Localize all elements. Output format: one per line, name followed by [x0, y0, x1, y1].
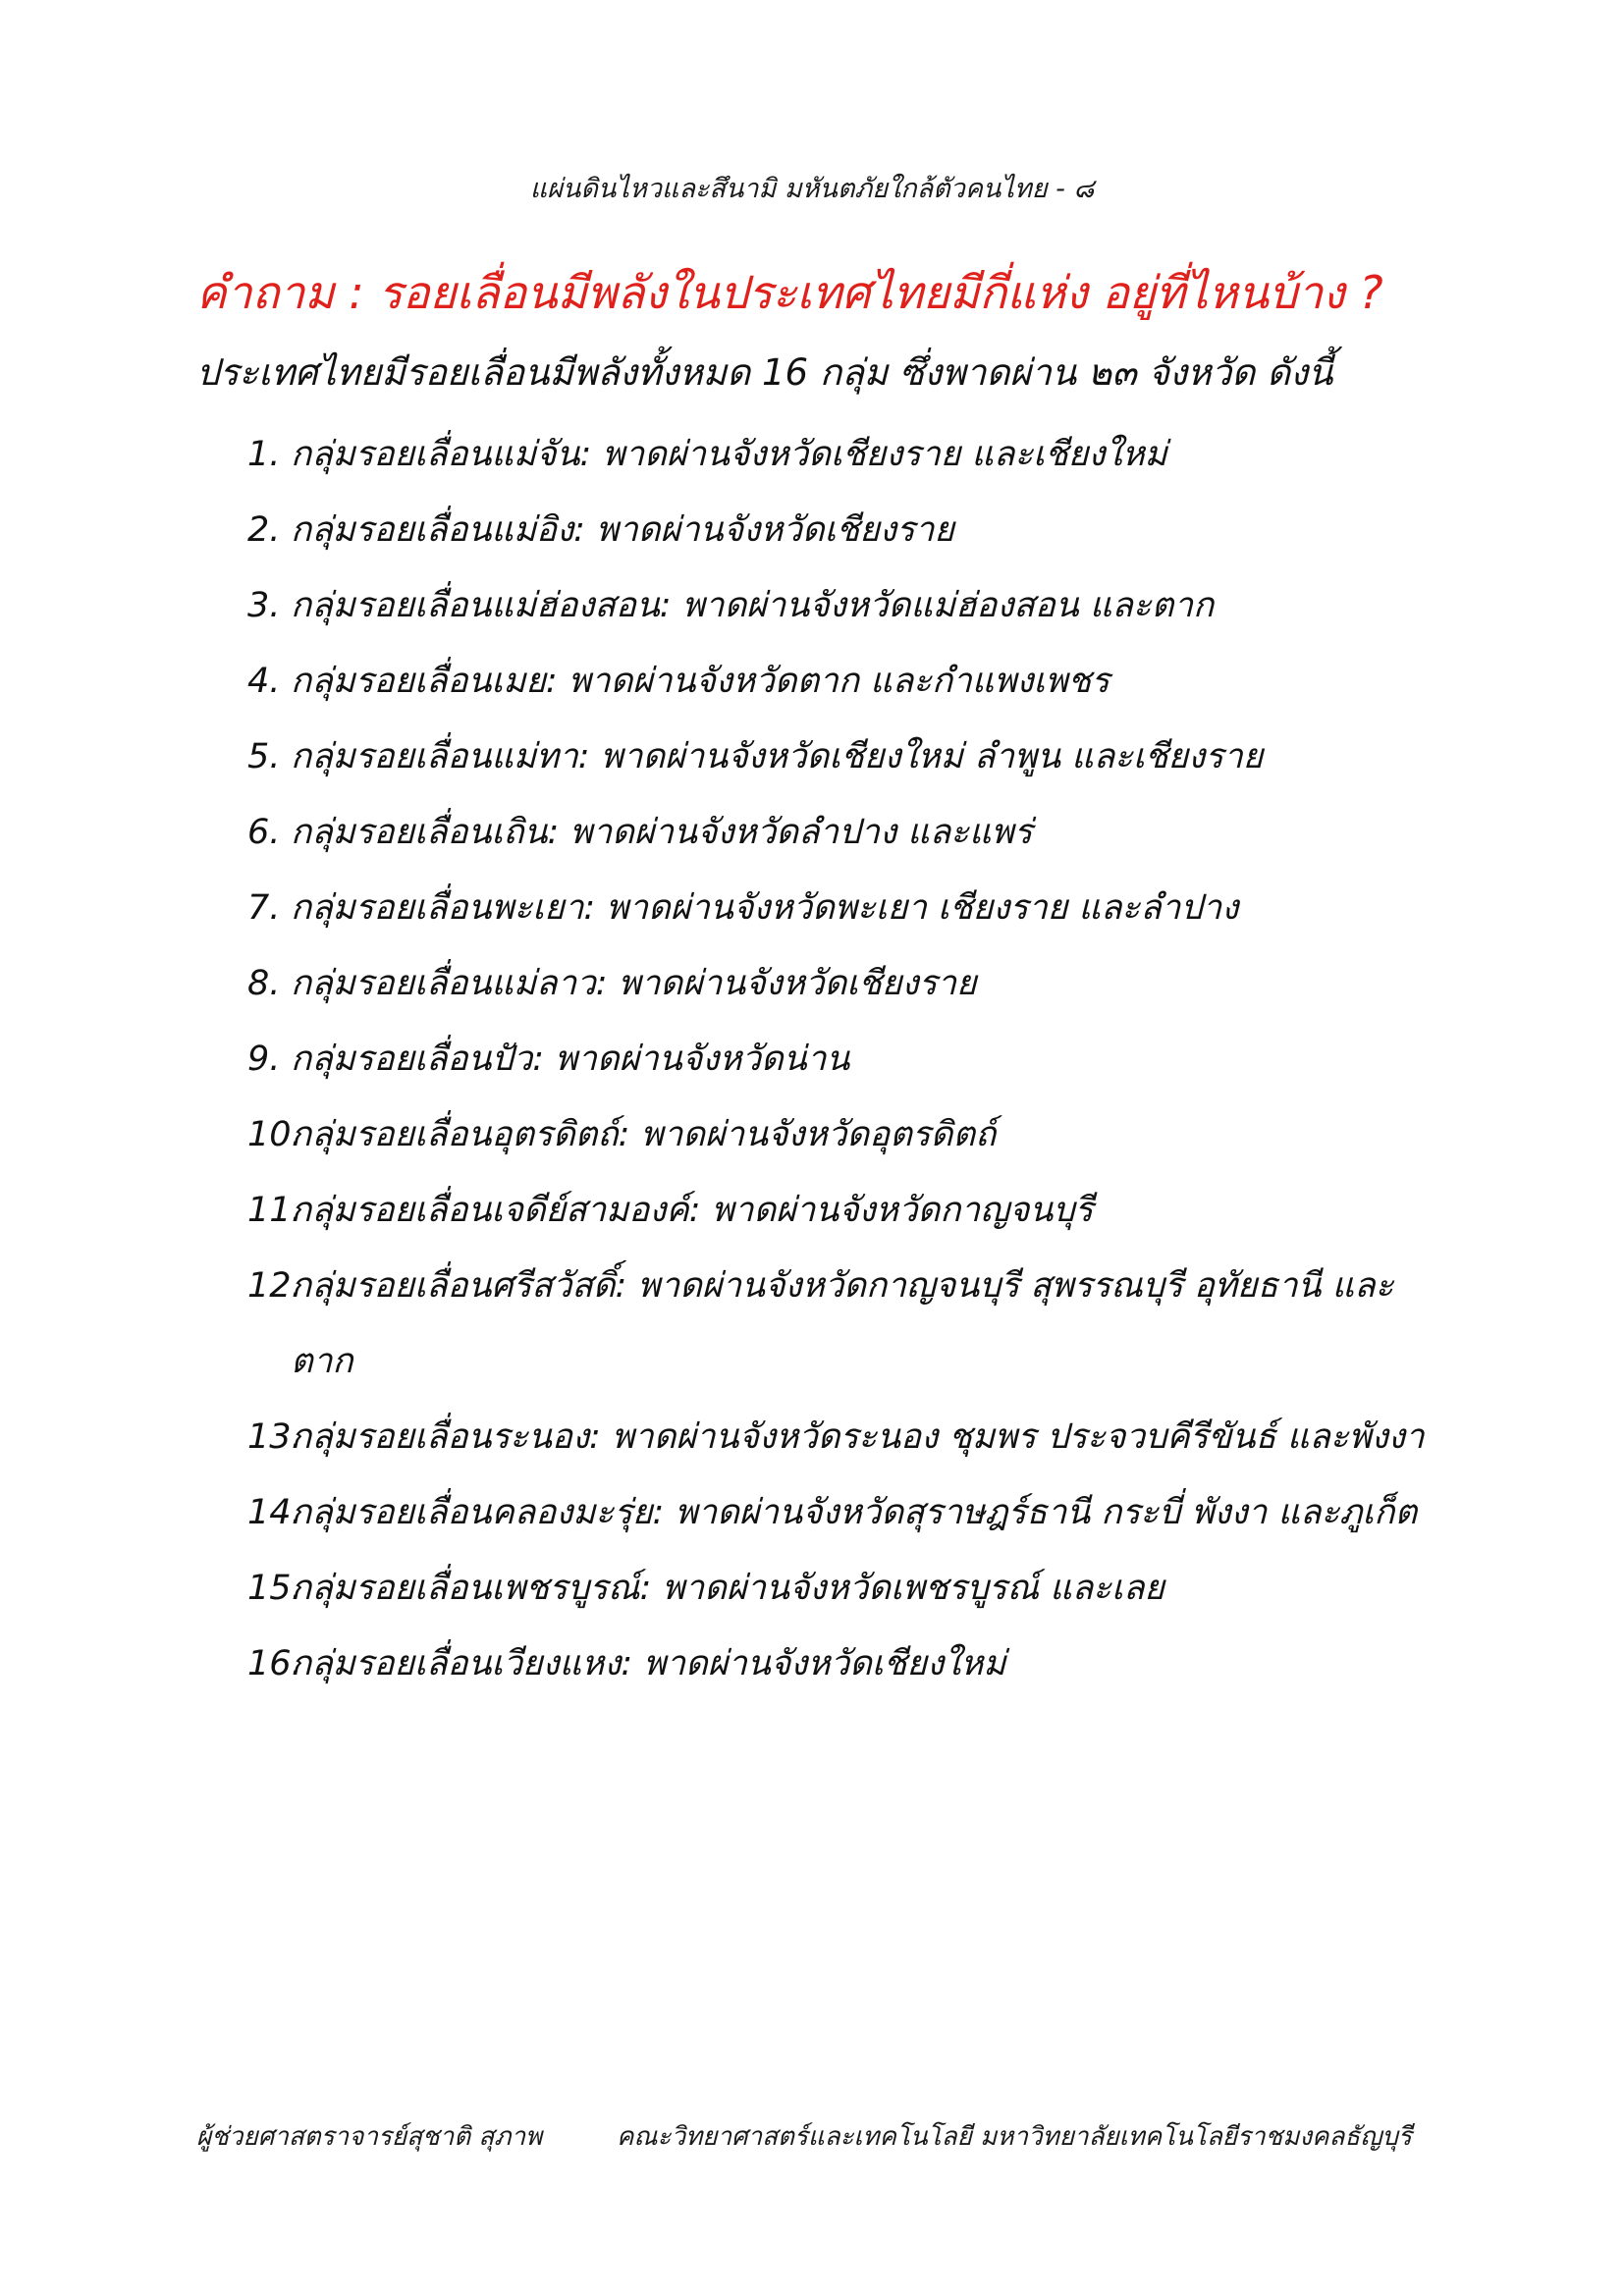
- item-number: 8.: [247, 964, 281, 1003]
- item-number: 11.: [247, 1191, 302, 1230]
- item-number: 16.: [247, 1644, 302, 1683]
- list-item: [247, 1627, 1445, 1702]
- list-item: [247, 417, 1445, 493]
- item-number: 6.: [247, 813, 281, 852]
- item-number: 5.: [247, 737, 281, 776]
- list-item: [247, 720, 1445, 795]
- footer-author: ผู้ช่วยศาสตราจารย์สุชาติ สุภาพ: [196, 2122, 543, 2152]
- item-number: 10.: [247, 1115, 302, 1154]
- list-item: [247, 946, 1445, 1022]
- item-number: 4.: [247, 662, 281, 701]
- item-text: กลุ่มรอยเลื่อนแม่ทา: พาดผ่านจังหวัดเชียงใหม่ ลำพูน และเชียงราย: [291, 737, 1264, 776]
- item-text: กลุ่มรอยเลื่อนเวียงแหง: พาดผ่านจังหวัดเชียงใหม่: [291, 1644, 1006, 1683]
- list-item: [247, 1400, 1445, 1475]
- list-item: [247, 1475, 1445, 1551]
- item-number: 9.: [247, 1040, 281, 1079]
- item-number: 14.: [247, 1493, 302, 1532]
- footer-affiliation: คณะวิทยาศาสตร์และเทคโนโลยี มหาวิทยาลัยเทคโนโลยีราชมงคลธัญบุรี: [617, 2122, 1412, 2152]
- item-number: 12.: [247, 1266, 302, 1306]
- list-item: [247, 1249, 1445, 1400]
- list-item: [247, 795, 1445, 871]
- item-text: กลุ่มรอยเลื่อนเจดีย์สามองค์: พาดผ่านจังหวัดกาญจนบุรี: [291, 1191, 1094, 1230]
- list-item: [247, 644, 1445, 720]
- running-header: แผ่นดินไหวและสึนามิ มหันตภัยใกล้ตัวคนไทย - ๘: [529, 174, 1095, 204]
- fault-group-list: [247, 417, 1445, 1702]
- item-text: กลุ่มรอยเลื่อนคลองมะรุ่ย: พาดผ่านจังหวัดสุราษฎร์ธานี กระบี่ พังงา และภูเก็ต: [291, 1493, 1418, 1532]
- question-heading: คำถาม : รอยเลื่อนมีพลังในประเทศไทยมีกี่แห่ง อยู่ที่ไหนบ้าง ?: [196, 266, 1383, 319]
- list-item: [247, 568, 1445, 644]
- intro-paragraph: ประเทศไทยมีรอยเลื่อนมีพลังทั้งหมด 16 กลุ่ม ซึ่งพาดผ่าน ๒๓ จังหวัด ดังนี้: [196, 351, 1333, 394]
- item-text: กลุ่มรอยเลื่อนอุตรดิตถ์: พาดผ่านจังหวัดอุตรดิตถ์: [291, 1115, 997, 1154]
- list-item: [247, 1551, 1445, 1627]
- item-number: 15.: [247, 1569, 302, 1608]
- item-number: 13.: [247, 1417, 302, 1457]
- item-text: กลุ่มรอยเลื่อนเมย: พาดผ่านจังหวัดตาก และกำแพงเพชร: [291, 662, 1110, 701]
- item-text: กลุ่มรอยเลื่อนศรีสวัสดิ์: พาดผ่านจังหวัดกาญจนบุรี สุพรรณบุรี อุทัยธานี และตาก: [291, 1266, 1394, 1381]
- item-text: กลุ่มรอยเลื่อนแม่ฮ่องสอน: พาดผ่านจังหวัดแม่ฮ่องสอน และตาก: [291, 586, 1215, 625]
- item-text: กลุ่มรอยเลื่อนพะเยา: พาดผ่านจังหวัดพะเยา เชียงราย และลำปาง: [291, 888, 1239, 928]
- list-item: [247, 1022, 1445, 1097]
- item-text: กลุ่มรอยเลื่อนระนอง: พาดผ่านจังหวัดระนอง ชุมพร ประจวบคีรีขันธ์ และพังงา: [291, 1417, 1425, 1457]
- item-text: กลุ่มรอยเลื่อนแม่ลาว: พาดผ่านจังหวัดเชียงราย: [291, 964, 977, 1003]
- list-item: [247, 1173, 1445, 1249]
- list-item: [247, 871, 1445, 946]
- item-number: 1.: [247, 435, 281, 474]
- list-item: [247, 493, 1445, 568]
- item-text: กลุ่มรอยเลื่อนปัว: พาดผ่านจังหวัดน่าน: [291, 1040, 850, 1079]
- item-number: 3.: [247, 586, 281, 625]
- item-text: กลุ่มรอยเลื่อนเถิน: พาดผ่านจังหวัดลำปาง และแพร่: [291, 813, 1033, 852]
- item-text: กลุ่มรอยเลื่อนแม่จัน: พาดผ่านจังหวัดเชียงราย และเชียงใหม่: [291, 435, 1167, 474]
- item-number: 7.: [247, 888, 281, 928]
- list-item: [247, 1097, 1445, 1173]
- item-text: กลุ่มรอยเลื่อนเพชรบูรณ์: พาดผ่านจังหวัดเพชรบูรณ์ และเลย: [291, 1569, 1164, 1608]
- item-number: 2.: [247, 510, 281, 550]
- item-text: กลุ่มรอยเลื่อนแม่อิง: พาดผ่านจังหวัดเชียงราย: [291, 510, 954, 550]
